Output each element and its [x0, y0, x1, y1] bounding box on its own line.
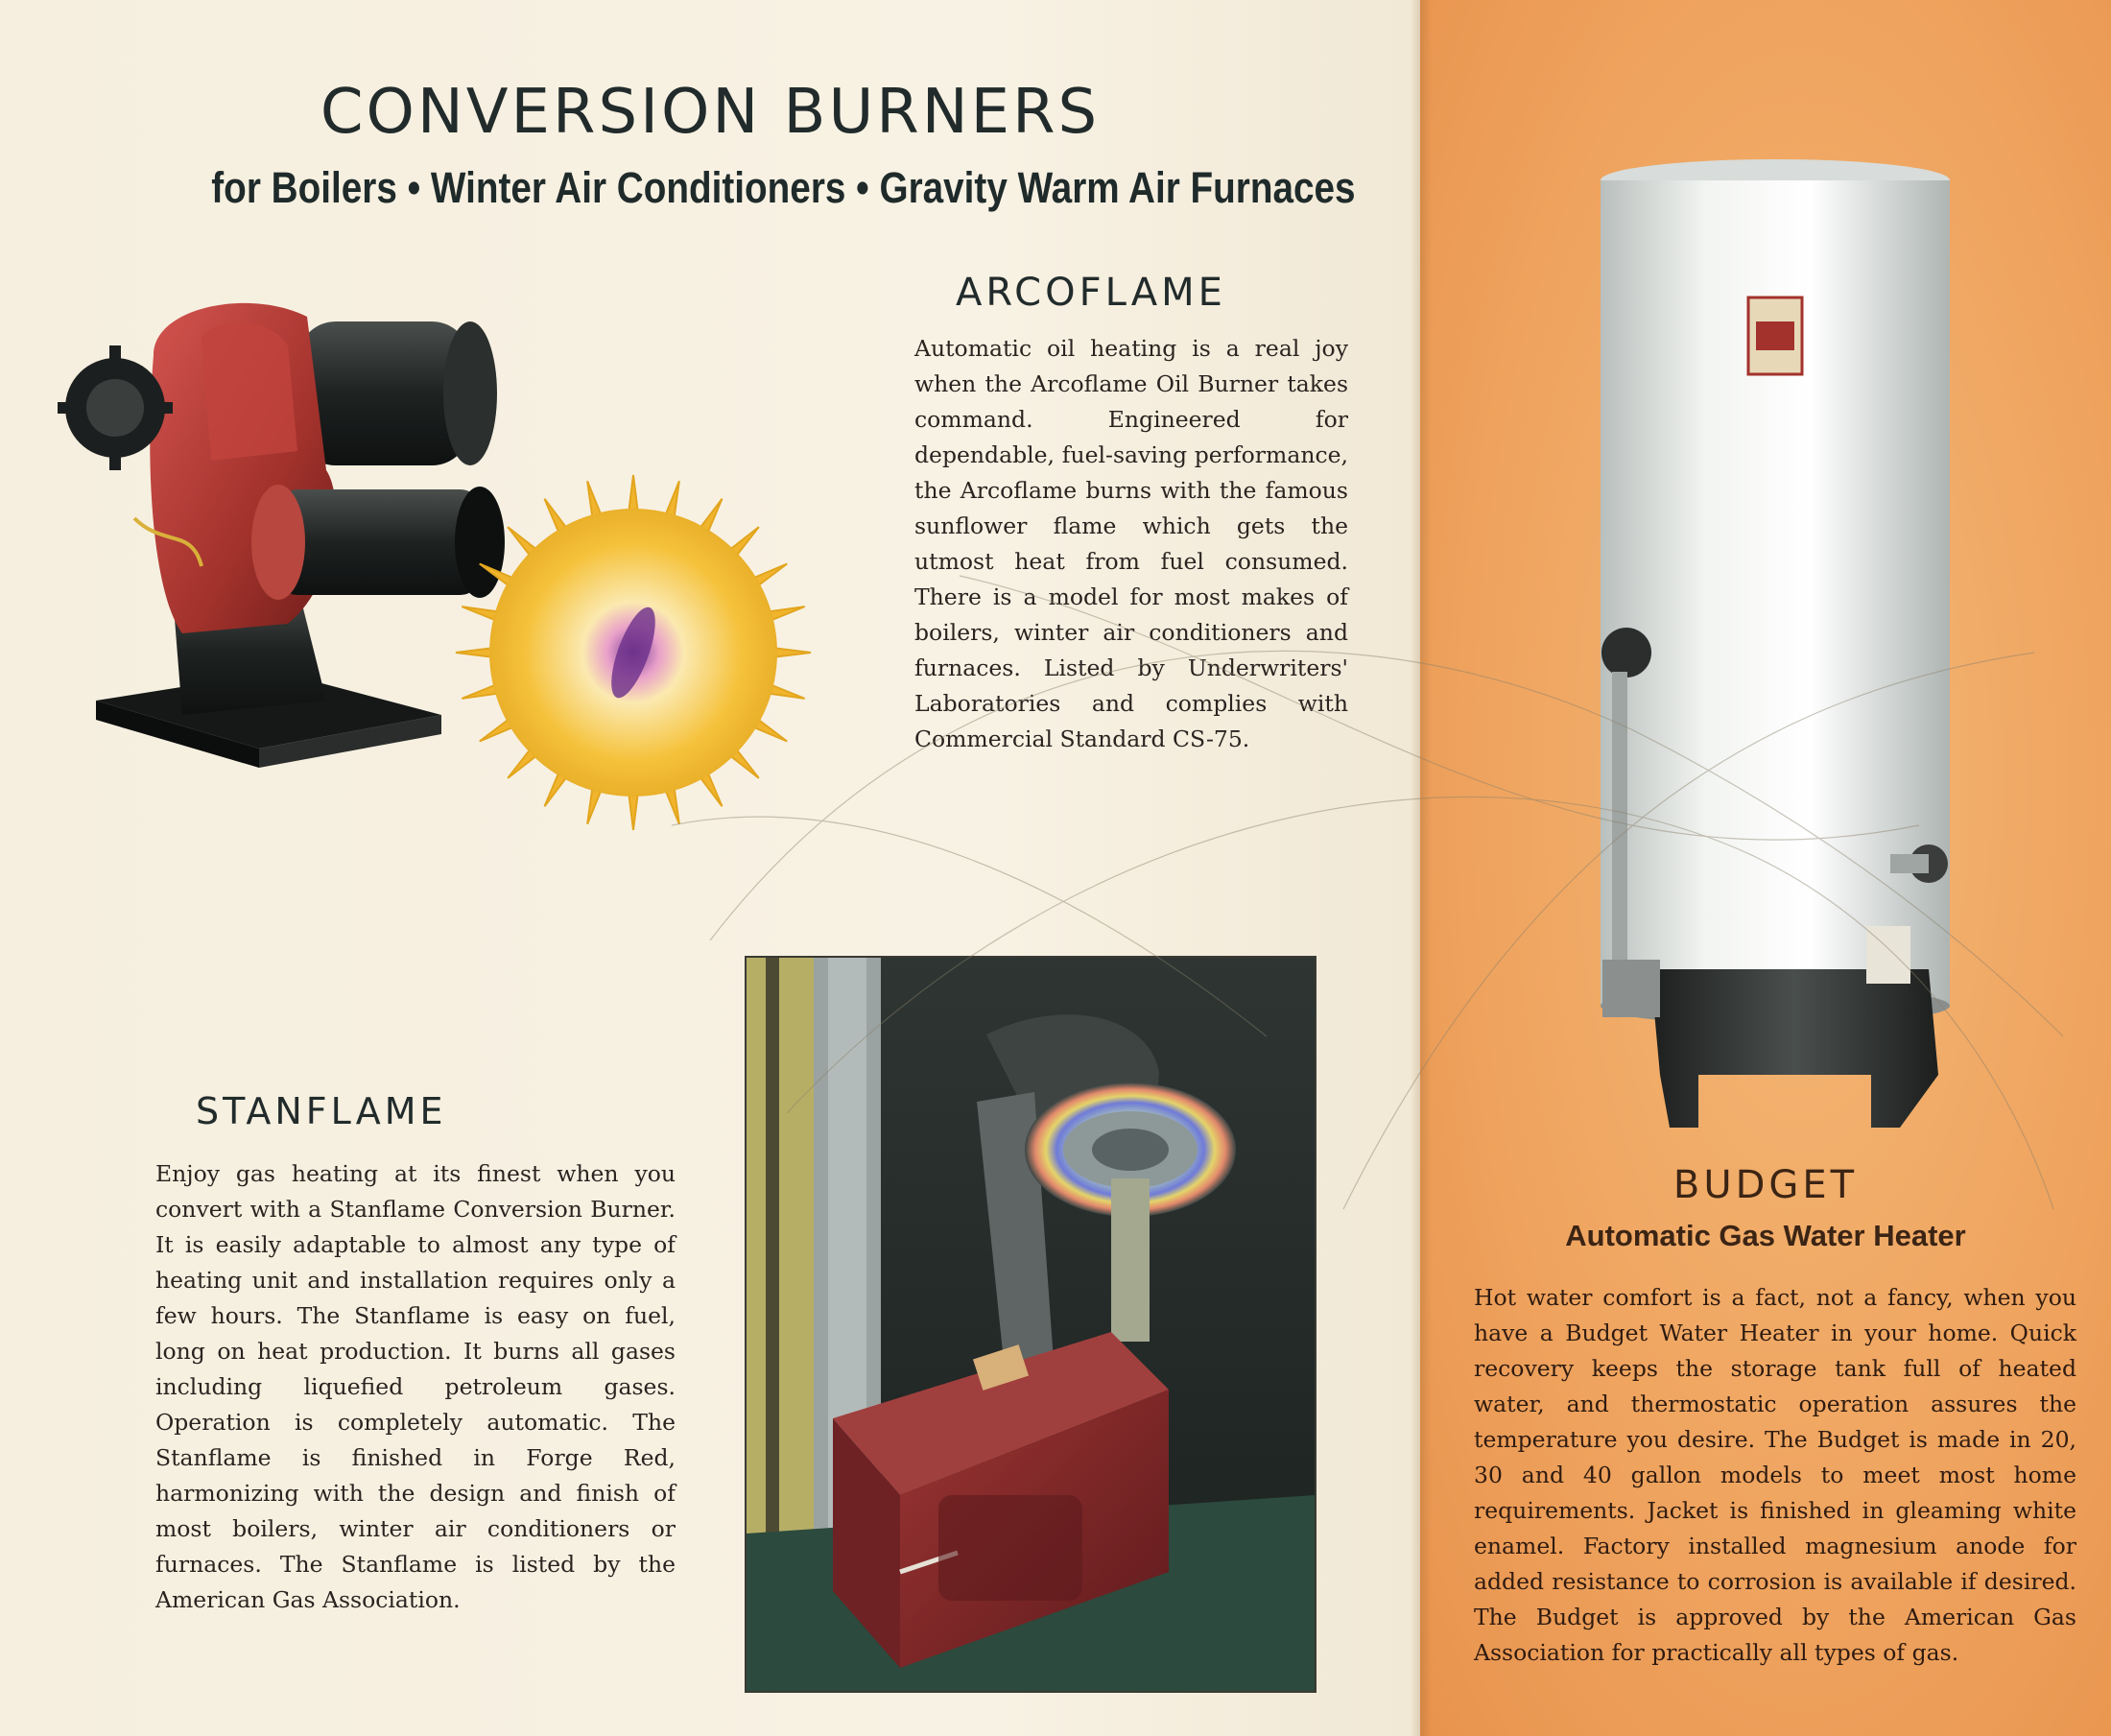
- page-subtitle: for Boilers • Winter Air Conditioners • Gravity Warm Air Furnaces: [211, 163, 1356, 212]
- page-gutter: [1411, 0, 1432, 1736]
- budget-subheading: Automatic Gas Water Heater: [1565, 1219, 1966, 1252]
- arcoflame-heading: ARCOFLAME: [956, 271, 1226, 315]
- arcoflame-description: Automatic oil heating is a real joy when the Arcoflame Oil Burner takes command. Engineered for dependable, fuel-saving performance, the Arcoflame burns with the famous sunflower flame which gets the utmost heat from fuel consumed. There is a model for most makes of boilers, winter air conditioners and furnaces. Listed by Underwriters' Laboratories and complies with Commercial Standard CS-75.: [914, 335, 1348, 752]
- arcoflame-burner-illustration: [58, 278, 873, 844]
- budget-water-heater-illustration: [1583, 154, 1967, 1171]
- stanflame-heading: STANFLAME: [196, 1090, 447, 1132]
- page-title: CONVERSION BURNERS: [320, 77, 1101, 148]
- stanflame-description: Enjoy gas heating at its finest when you convert with a Stanflame Conversion Burner. It is easily adaptable to almost any type of heating unit and installation requires only a few hours. The Stanflame is easy on fuel, long on heat production. It burns all gases including liquefied petroleum gases. Operation is completely automatic. The Stanflame is finished in Forge Red, harmonizing with the design and finish of most boilers, winter air conditioners or furnaces. The Stanflame is listed by the American Gas Association.: [155, 1160, 676, 1613]
- stanflame-burner-illustration: [745, 956, 1316, 1693]
- budget-heading: BUDGET: [1672, 1163, 1859, 1207]
- budget-description: Hot water comfort is a fact, not a fancy, when you have a Budget Water Heater in your home. Quick recovery keeps the storage tank full of heated water, and thermostatic operation assures the temperature you desire. The Budget is made in 20, 30 and 40 gallon models to meet most home requirements. Jacket is finished in gleaming white enamel. Factory installed magnesium anode for added resistance to corrosion is available if desired. The Budget is approved by the American Gas Association for practically all types of gas.: [1474, 1284, 2076, 1666]
